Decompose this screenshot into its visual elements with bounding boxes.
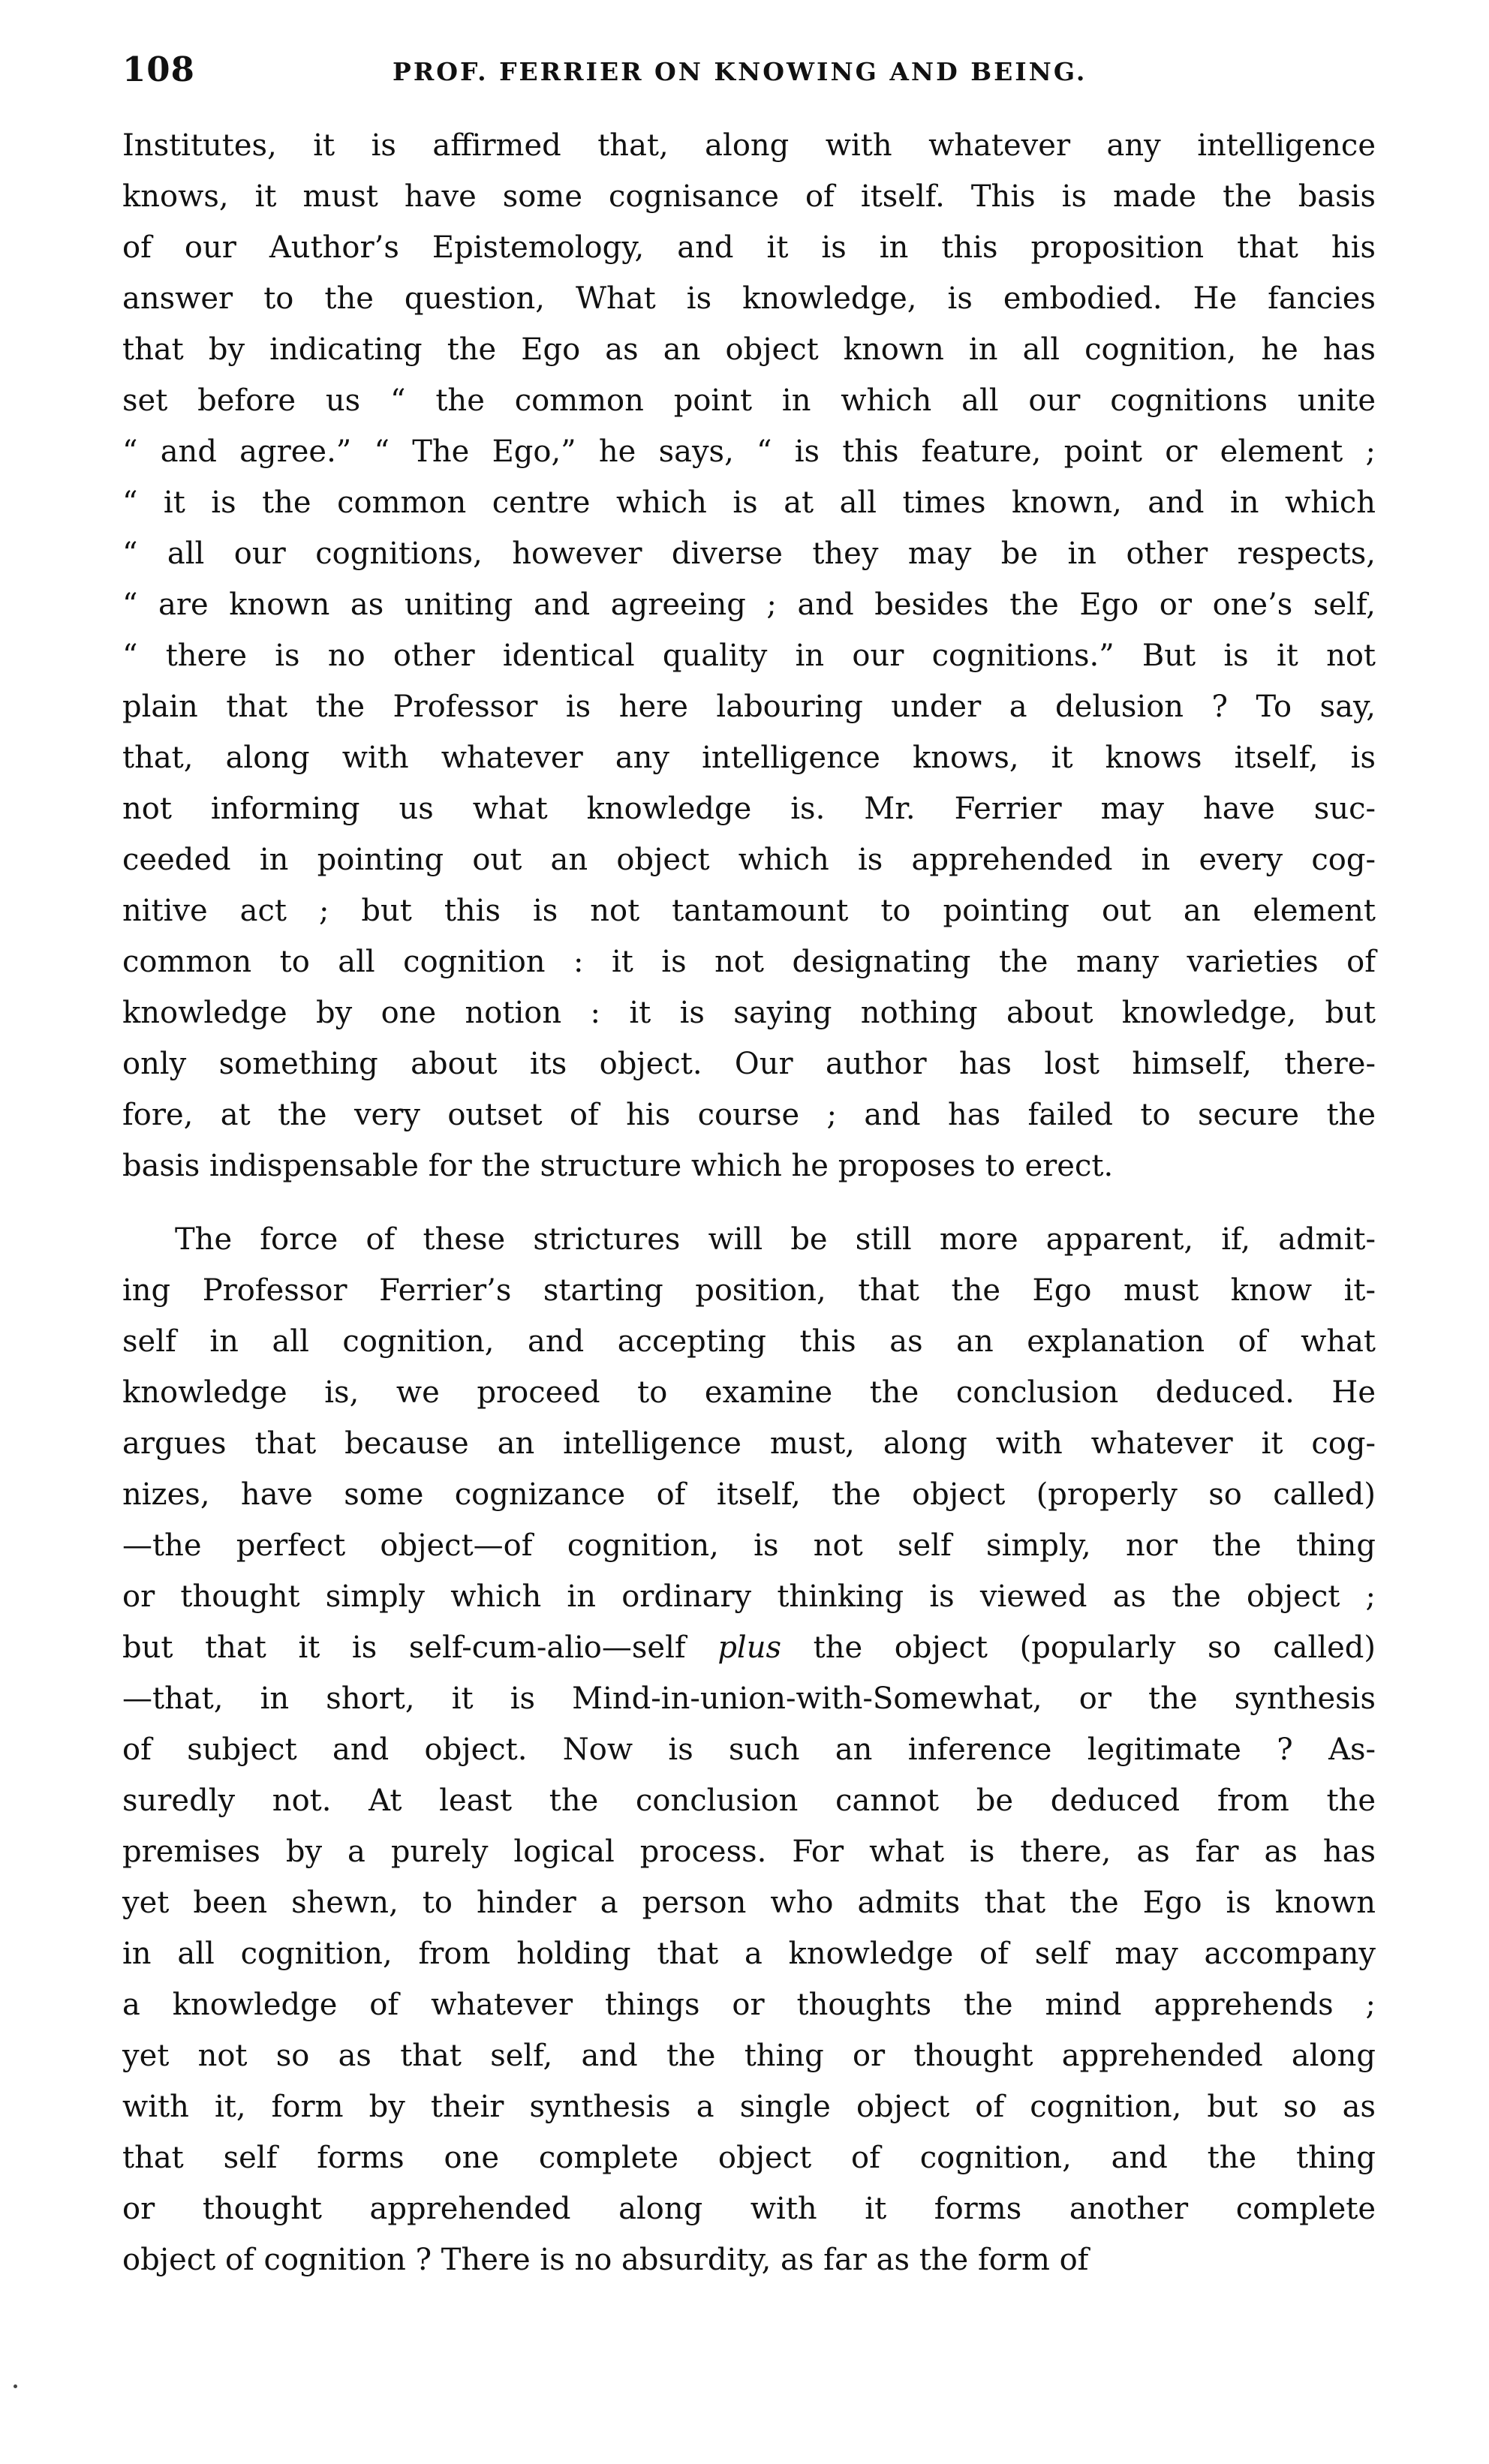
text-line: with it, form by their synthesis a single object of cognition, but so as (122, 2090, 1376, 2124)
text-line: in all cognition, from holding that a knowledge of self may accompany (122, 1937, 1376, 1971)
text-line: premises by a purely logical process. For what is there, as far as has (122, 1834, 1376, 1869)
text-line: fore, at the very outset of his course ; and has failed to secure the (122, 1098, 1376, 1132)
text-line: of our Author’s Epistemology, and it is in this proposition that his (122, 230, 1376, 265)
text-line: knowledge by one notion : it is saying nothing about knowledge, but (122, 996, 1376, 1030)
text-line: common to all cognition : it is not designating the many varieties of (122, 945, 1376, 979)
text-segment: but that it is self-cum-alio—self (122, 1630, 718, 1665)
text-line: ing Professor Ferrier’s starting position, that the Ego must know it- (122, 1273, 1376, 1308)
paragraph (122, 1214, 1376, 2285)
text-line: of subject and object. Now is such an inference legitimate ? As- (122, 1732, 1376, 1767)
text-line: object of cognition ? There is no absurdity, as far as the form of (122, 2243, 1089, 2277)
text-line: yet not so as that self, and the thing or thought apprehended along (122, 2039, 1376, 2073)
text-line: yet been shewn, to hinder a person who admits that the Ego is known (122, 1886, 1376, 1920)
text-line: —the perfect object—of cognition, is not self simply, nor the thing (122, 1528, 1376, 1563)
text-line: The force of these strictures will be still more apparent, if, admit- (175, 1222, 1376, 1257)
text-line: a knowledge of whatever things or thoughts the mind apprehends ; (122, 1988, 1376, 2022)
text-line: plain that the Professor is here labouring under a delusion ? To say, (122, 690, 1376, 724)
body-text (122, 120, 1376, 2285)
text-line: that self forms one complete object of cognition, and the thing (122, 2141, 1376, 2175)
text-line: self in all cognition, and accepting this as an explanation of what (122, 1324, 1376, 1359)
italic-word: plus (717, 1630, 781, 1665)
running-head (122, 45, 1376, 105)
text-line: ceeded in pointing out an object which is apprehended in every cog- (122, 843, 1376, 877)
text-line: set before us “ the common point in which all our cognitions unite (122, 383, 1376, 418)
text-line: “ there is no other identical quality in our cognitions.” But is it not (122, 639, 1376, 673)
text-line: Institutes, it is affirmed that, along with whatever any intelligence (122, 128, 1376, 163)
text-line: knowledge is, we proceed to examine the conclusion deduced. He (122, 1375, 1376, 1410)
text-line: or thought apprehended along with it forms another complete (122, 2192, 1376, 2226)
page-number: 108 (122, 50, 195, 89)
text-line: “ are known as uniting and agreeing ; and besides the Ego or one’s self, (122, 587, 1376, 622)
text-line: “ it is the common centre which is at all times known, and in which (122, 485, 1376, 520)
text-line: answer to the question, What is knowledge, is embodied. He fancies (122, 281, 1376, 316)
text-line: only something about its object. Our author has lost himself, there- (122, 1047, 1376, 1081)
text-line: or thought simply which in ordinary thinking is viewed as the object ; (122, 1579, 1376, 1614)
text-line: suredly not. At least the conclusion cannot be deduced from the (122, 1783, 1376, 1818)
text-line: that, along with whatever any intelligence knows, it knows itself, is (122, 741, 1376, 775)
text-line: “ all our cognitions, however diverse they may be in other respects, (122, 536, 1376, 571)
paragraph (122, 120, 1376, 1191)
text-line (122, 1622, 1376, 1673)
book-page (122, 45, 1376, 2285)
text-segment: the object (popularly so called) (781, 1630, 1376, 1665)
text-line: basis indispensable for the structure which he proposes to erect. (122, 1149, 1114, 1183)
text-line: —that, in short, it is Mind-in-union-with-Somewhat, or the synthesis (122, 1681, 1376, 1716)
text-line: knows, it must have some cognisance of itself. This is made the basis (122, 179, 1376, 214)
text-line: nizes, have some cognizance of itself, the object (properly so called) (122, 1477, 1376, 1512)
text-line: nitive act ; but this is not tantamount to pointing out an element (122, 894, 1376, 928)
text-line: that by indicating the Ego as an object known in all cognition, he has (122, 332, 1376, 367)
margin-speck (14, 2384, 17, 2388)
text-line: “ and agree.” “ The Ego,” he says, “ is this feature, point or element ; (122, 434, 1376, 469)
text-line: not informing us what knowledge is. Mr. Ferrier may have suc- (122, 792, 1376, 826)
running-title: PROF. FERRIER ON KNOWING AND BEING. (393, 57, 1087, 86)
text-line: argues that because an intelligence must, along with whatever it cog- (122, 1426, 1376, 1461)
